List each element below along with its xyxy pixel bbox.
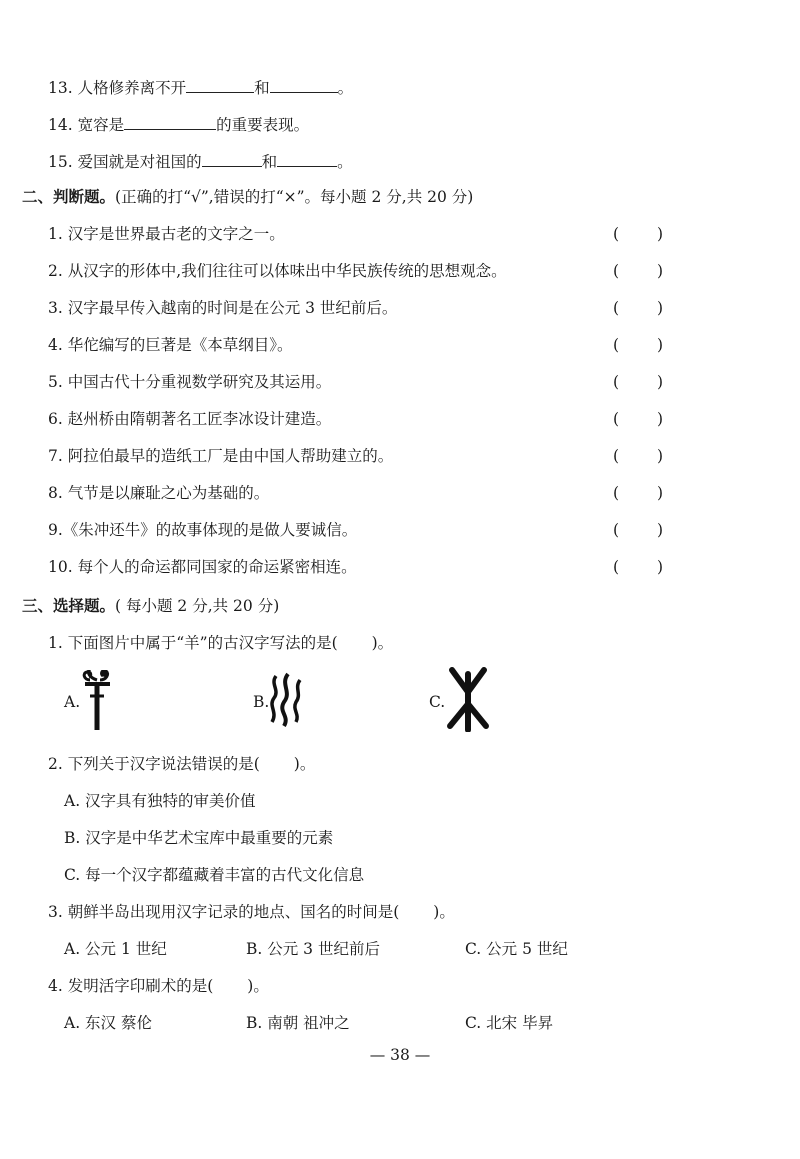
answer-paren-5[interactable]: ( ) (613, 373, 663, 391)
choice-question-3: 3. 朝鲜半岛出现用汉字记录的地点、国名的时间是( )。 (48, 903, 455, 921)
judge-item-1: 1. 汉字是世界最古老的文字之一。 (48, 225, 285, 243)
q3-option-c[interactable]: C. 公元 5 世纪 (465, 940, 568, 958)
fill-in-item-15: 15. 爱国就是对祖国的 和 。 (48, 150, 353, 172)
choice-question-4: 4. 发明活字印刷术的是( )。 (48, 977, 269, 995)
judge-item-2: 2. 从汉字的形体中,我们往往可以体味出中华民族传统的思想观念。 (48, 262, 507, 280)
ancient-sheep-glyph-image (80, 670, 114, 734)
answer-blank[interactable] (277, 150, 337, 167)
fill-in-item-13: 13. 人格修养离不开 和 。 (48, 76, 353, 98)
answer-paren-3[interactable]: ( ) (613, 299, 663, 317)
option-c-label[interactable]: C. (429, 693, 446, 711)
q4-option-a[interactable]: A. 东汉 蔡伦 (64, 1014, 152, 1032)
fill-in-item-14: 14. 宽容是 的重要表现。 (48, 113, 309, 135)
q2-option-c[interactable]: C. 每一个汉字都蕴藏着丰富的古代文化信息 (64, 866, 365, 884)
judge-item-6: 6. 赵州桥由隋朝著名工匠李冰设计建造。 (48, 410, 332, 428)
answer-paren-7[interactable]: ( ) (613, 447, 663, 465)
answer-blank[interactable] (270, 76, 338, 93)
judge-item-10: 10. 每个人的命运都同国家的命运紧密相连。 (48, 558, 357, 576)
answer-paren-10[interactable]: ( ) (613, 558, 663, 576)
judge-item-3: 3. 汉字最早传入越南的时间是在公元 3 世纪前后。 (48, 299, 398, 317)
answer-blank[interactable] (202, 150, 262, 167)
answer-paren-2[interactable]: ( ) (613, 262, 663, 280)
ancient-water-glyph-image (268, 672, 304, 728)
q2-option-b[interactable]: B. 汉字是中华艺术宝库中最重要的元素 (64, 829, 334, 847)
judge-item-9: 9.《朱冲还牛》的故事体现的是做人要诚信。 (48, 521, 358, 539)
answer-paren-9[interactable]: ( ) (613, 521, 663, 539)
answer-paren-1[interactable]: ( ) (613, 225, 663, 243)
option-a-label[interactable]: A. (64, 693, 81, 711)
choice-question-2: 2. 下列关于汉字说法错误的是( )。 (48, 755, 316, 773)
q3-option-a[interactable]: A. 公元 1 世纪 (64, 940, 167, 958)
option-b-label[interactable]: B. (253, 693, 270, 711)
choice-question-1: 1. 下面图片中属于“羊”的古汉字写法的是( )。 (48, 634, 394, 652)
judge-item-8: 8. 气节是以廉耻之心为基础的。 (48, 484, 270, 502)
answer-paren-4[interactable]: ( ) (613, 336, 663, 354)
judge-item-4: 4. 华佗编写的巨著是《本草纲目》。 (48, 336, 293, 354)
q4-option-c[interactable]: C. 北宋 毕昇 (465, 1014, 554, 1032)
q4-option-b[interactable]: B. 南朝 祖冲之 (246, 1014, 350, 1032)
ancient-wood-glyph-image (444, 666, 492, 732)
answer-blank[interactable] (186, 76, 254, 93)
section-3-heading: 三、选择题。( 每小题 2 分,共 20 分) (22, 596, 280, 615)
answer-paren-6[interactable]: ( ) (613, 410, 663, 428)
judge-item-7: 7. 阿拉伯最早的造纸工厂是由中国人帮助建立的。 (48, 447, 394, 465)
q3-option-b[interactable]: B. 公元 3 世纪前后 (246, 940, 380, 958)
page-number: — 38 — (369, 1046, 431, 1064)
q2-option-a[interactable]: A. 汉字具有独特的审美价值 (64, 792, 256, 810)
judge-item-5: 5. 中国古代十分重视数学研究及其运用。 (48, 373, 332, 391)
answer-paren-8[interactable]: ( ) (613, 484, 663, 502)
answer-blank[interactable] (124, 113, 216, 130)
section-2-heading: 二、判断题。(正确的打“√”,错误的打“×”。每小题 2 分,共 20 分) (22, 187, 474, 206)
